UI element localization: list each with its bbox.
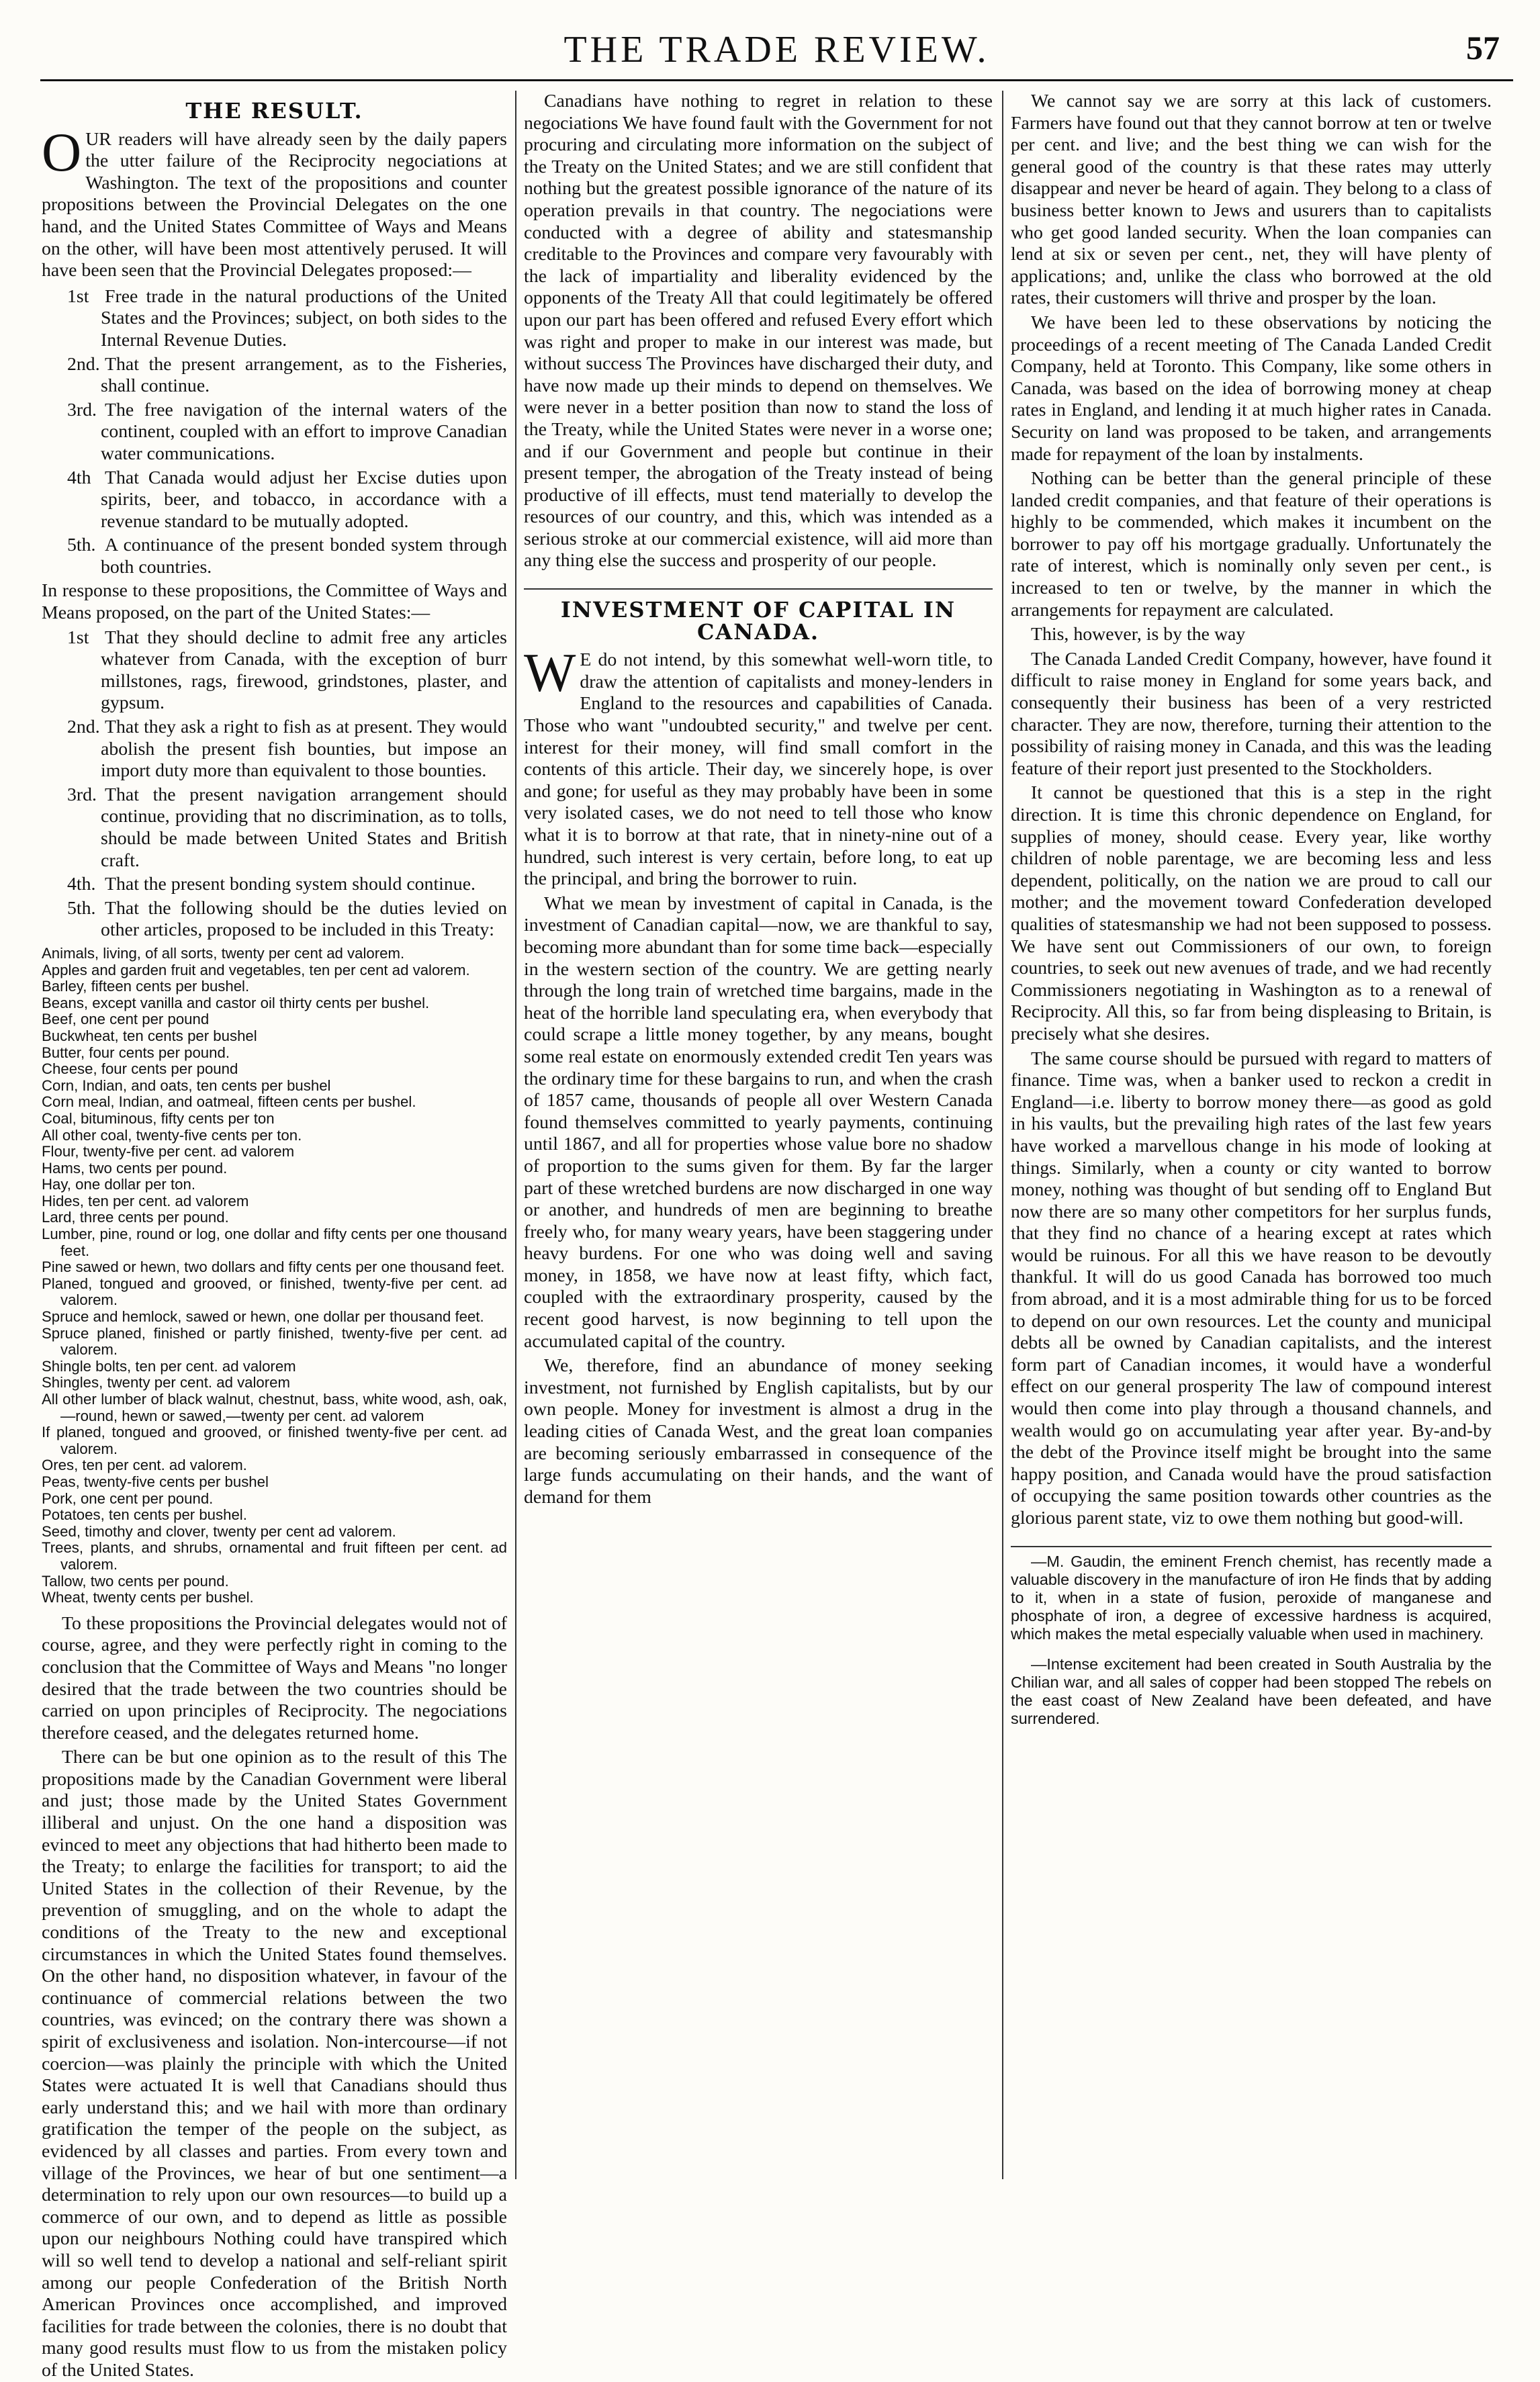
column-2	[524, 91, 993, 2179]
article-paragraph: To these propositions the Provincial delegates would not of course, agree, and they were perfectly right in coming to the conclusion that the Committee of Ways and Means "no longer desired that the trade between the two countries should be carried on upon principles of Reciprocity. The negociations therefore ceased, and the delegates returned home.	[42, 1612, 507, 1743]
duty-item: Hides, ten per cent. ad valorem	[42, 1192, 249, 1209]
article-paragraph: There can be but one opinion as to the result of this The propositions made by the Canadian Government were liberal and just; those made by the United States Government illiberal and unjust. On the one hand a disposition was evinced to meet any objections that had hitherto been made to the Treaty; to enlarge the facilities for transport; to aid the United States in the collection of their Revenue, by the prevention of smuggling, and on the whole to adapt the conditions of the Treaty to the new and exceptional circumstances in which the United States found themselves. On the other hand, no disposition whatever, in favour of the continuance of commercial relations between the two countries, was evinced; on the contrary there was shown a spirit of exclusiveness and isolation. Non-intercourse—if not coercion—was plainly the principle with which the United States were actuated It is well that Canadians should thus early understand this; and we hail with more than ordinary gratification the temper of the people on the subject, as evidenced by all classes and parties. From every town and village of the Provinces, we hear of but one sentiment—a determination to rely upon our own resources—to build up a commerce of our own, and to depend as little as possible upon our neighbours Nothing could have transpired which will so well tend to develop a national and self-reliant spirit among our people Confederation of the British North American Provinces once accomplished, and improved facilities for trade between the colonies, there is no doubt that many good results must flow to us from the mistaken policy of the United States.	[42, 1747, 507, 2381]
article-paragraph: We have been led to these observations by noticing the proceedings of a recent meeting of The Canada Landed Credit Company, held at Toronto. This Company, like some others in Canada, was based on the idea of borrowing money at cheap rates in England, and lending it at much higher rates in Canada. Security on land was proposed to be taken, and arrangements made for repayment of the loan by instalments.	[1011, 312, 1492, 465]
duty-item: Coal, bituminous, fifty cents per ton	[42, 1109, 275, 1127]
article-paragraph: Canadians have nothing to regret in relation to these negociations We have found fault with the Government for not procuring and circulating more information on the subject of the Treaty on the United States; and we are still confident that nothing but the greatest possible ignorance of the nature of its operation prevails in that country. The negociations were conducted with a degree of ability and statesmanship creditable to the Provinces and compare very favourably with the lack of impartiality and liberality evidenced by the opponents of the Treaty All that could legitimately be offered upon our part has been offered and refused Every effort which was right and proper to make in our interest was made, but without success The Provinces have discharged their duty, and have now made up their minds to depend on themselves. We were never in a better position than now to stand the loss of the Treaty, while the United States were never in a worse one; and if our Government and people but continue in their present temper, the abrogation of the Treaty instead of being productive of ill effects, must tend materially to develop the resources of our country, and this, which was intended as a serious stroke at our commercial existence, will aid more than any thing else the success and prosperity of our people.	[524, 91, 993, 571]
duty-item: Lumber, pine, round or log, one dollar and fifty cents per one thousand feet.	[42, 1226, 507, 1259]
running-title: THE TRADE REVIEW.	[563, 29, 990, 71]
article-paragraph: The same course should be pursued with regard to matters of finance. Time was, when a banker used to reckon a credit in England—i.e. liberty to borrow money there—as good as gold in his vaults, but the prevailing high rates of the last few years have worked a marvellous change in his mode of looking at things. Similarly, when a county or city wanted to borrow money, nothing was thought of but sending off to England But now there are so many other competitors for her surplus funds, that they find no chance of a hearing except at rates which would be ruinous. For all this we have reason to be devoutly thankful. It will do us good Canada has borrowed too much from abroad, and it is a most admirable thing for us to be forced to depend on our own resources. Let the county and municipal debts all be owned by Canadian capitalists, and the interest form part of Canadian incomes, it would have a wonderful effect on our general prosperity The law of compound interest would then come into play through a thousand channels, and wealth would go on accumulating year after year. By-and-by the debt of the Province itself might be brought into the same happy position, and Canada would have the proud satisfaction of occupying the same position towards other countries as the glorious parent state, viz to owe them nothing but good-will.	[1011, 1048, 1492, 1528]
proposal-item: 5th. A continuance of the present bonded system through both countries.	[67, 535, 507, 578]
news-note: —Intense excitement had been created in South Australia by the Chilian war, and all sales of copper had been stopped The rebels on the east coast of New Zealand have been defeated, and have surrendered.	[1011, 1655, 1492, 1727]
duty-item: Barley, fifteen cents per bushel.	[42, 978, 250, 995]
duty-item: Corn, Indian, and oats, ten cents per bushel	[42, 1077, 331, 1094]
duty-item: Spruce planed, finished or partly finished, twenty-five per cent. ad valorem.	[42, 1324, 507, 1359]
article-paragraph: We cannot say we are sorry at this lack of customers. Farmers have found out that they cannot borrow at ten or twelve per cent. and live; and the best thing we can wish for the general good of the country is that these rates may utterly disappear and never be heard of again. They belong to a class of business better known to Jews and usurers than to capitalists who get good landed security. When the loan companies can lend at six or seven per cent., net, they will have plenty of applications; and, unlike the class who borrowed at the old rates, their customers will thrive and prosper by the loan.	[1011, 91, 1492, 309]
column-rule	[515, 91, 516, 2179]
duty-item: Ores, ten per cent. ad valorem.	[42, 1457, 247, 1474]
proposal-item: 4th That Canada would adjust her Excise duties upon spirits, beer, and tobacco, in accordance with a revenue standard to be mutually adopted.	[67, 467, 507, 532]
duty-item: Tallow, two cents per pound.	[42, 1572, 229, 1590]
duty-item: Wheat, twenty cents per bushel.	[42, 1589, 254, 1606]
committee-counter-proposals	[42, 627, 507, 942]
duty-item: Hay, one dollar per ton.	[42, 1176, 195, 1193]
counter-proposal-item: 3rd. That the present navigation arrangement should continue, providing that no discrimination, as to tolls, should be made between United States and British craft.	[67, 784, 507, 871]
counter-proposal-item: 4th. That the present bonding system should continue.	[67, 874, 475, 895]
duty-item: All other coal, twenty-five cents per ton.	[42, 1126, 302, 1144]
article-paragraph: WE do not intend, by this somewhat well-worn title, to draw the attention of capitalists and money-lenders in England to the resources and capabilities of Canada. Those who want "undoubted security," and twelve per cent. interest for their money, will find small comfort in the contents of this article. Their day, we sincerely hope, is over and gone; for useful as they may probably have been in some very isolated cases, we do not need to tell those who know what it is to borrow at that rate, that in ninety-nine out of a hundred, such interest is very certain, before long, to eat up the principal, and bring the borrower to ruin.	[524, 642, 993, 890]
duty-item: Seed, timothy and clover, twenty per cent ad valorem.	[42, 1522, 396, 1540]
article-paragraph: It cannot be questioned that this is a step in the right direction. It is time this chronic dependence on England, for supplies of money, should cease. Every year, like worthy children of noble parentage, we are becoming less and less dependent, politically, on the nation we are proud to call our mother; and the movement toward Confederation developed qualities of statesmanship we had not been supposed to possess. We have sent out Commissioners of our own, to foreign countries, to seek out new avenues of trade, and we had recently Commissioners negotiating in Washington as to a renewal of Reciprocity. All this, so far from being displeasing to Britain, is precisely what she desires.	[1011, 782, 1492, 1044]
response-intro: In response to these propositions, the Committee of Ways and Means proposed, on the part of the United States:—	[42, 580, 507, 624]
article-headline-investment: INVESTMENT OF CAPITAL IN CANADA.	[560, 597, 956, 645]
page-number: 57	[1466, 29, 1500, 66]
duty-item: Flour, twenty-five per cent. ad valorem	[42, 1143, 295, 1160]
article-headline-the-result: THE RESULT.	[185, 98, 363, 124]
duty-item: Pork, one cent per pound.	[42, 1490, 214, 1507]
duty-item: Lard, three cents per pound.	[42, 1209, 229, 1226]
duty-item: Beans, except vanilla and castor oil thirty cents per bushel.	[42, 994, 430, 1011]
counter-proposal-item: 2nd. That they ask a right to fish as at present. They would abolish the present fish bounties, but impose an import duty more than equivalent to those bounties.	[67, 717, 507, 782]
duty-item: Shingles, twenty per cent. ad valorem	[42, 1374, 290, 1391]
duty-item: Corn meal, Indian, and oatmeal, fifteen cents per bushel.	[42, 1093, 416, 1111]
duty-item: Shingle bolts, ten per cent. ad valorem	[42, 1357, 296, 1375]
duty-item: Cheese, four cents per pound	[42, 1060, 238, 1078]
duty-item: Trees, plants, and shrubs, ornamental and fruit fifteen per cent. ad valorem.	[42, 1539, 507, 1573]
article-paragraph: We, therefore, find an abundance of money seeking investment, not furnished by English capitalists, but by our own people. Money for investment is almost a drug in the leading cities of Canada West, and the great loan companies are becoming seriously embarrassed in consequence of the large funds accumulating on their hands, and the want of demand for them	[524, 1355, 993, 1508]
article-paragraph: The Canada Landed Credit Company, however, have found it difficult to raise money in England for some years back, and consequently their business has been of a very restricted character. They are now, therefore, turning their attention to the possibility of raising money in Canada, and this was the leading feature of their report just presented to the Stockholders.	[1011, 648, 1492, 779]
duty-item: If planed, tongued and grooved, or finished twenty-five per cent. ad valorem.	[42, 1424, 507, 1457]
counter-proposal-item: 5th. That the following should be the duties levied on other articles, proposed to be included in this Treaty:	[67, 897, 507, 941]
proposal-item: 1st Free trade in the natural productions of the United States and the Provinces; subject, on both sides to the Internal Revenue Duties.	[67, 285, 507, 351]
article-paragraph: What we mean by investment of capital in Canada, is the investment of Canadian capital—now, we are thankful to say, becoming more abundant than for some time back—especially in the western section of the country. We are getting nearly through the long train of wretched time bargains, made in the heat of the horrible land speculating era, when everybody that could scrape a little money together, by any means, bought some real estate on enormously extended credit Ten years was the ordinary time for these bargains to run, and when the crash of 1857 came, thousands of people all over Western Canada found themselves committed to yearly payments, continuing until 1867, and all for properties whose value bore no shadow of proportion to the sums given for them. By far the larger part of these wretched burdens are now discharged in one way or another, and hundreds of men are beginning to breathe freely who, for many weary years, have been staggering under heavy burdens. For one who was doing well and saving money, in 1858, we have now at least fifty, which fact, coupled with the extraordinary prosperity, caused by the recent good harvest, is now beginning to tell upon the accumulated capital of the country.	[524, 892, 993, 1352]
page-header	[40, 19, 1513, 81]
article-paragraph: Nothing can be better than the general principle of these landed credit companies, and that feature of their operations is highly to be commended, which makes it incumbent on the borrower to pay off his mortgage gradually. Unfortunately the rate of interest, which is nominally only seven per cent., is increased to ten or twelve, by the manner in which the arrangements for repayment are calculated.	[1011, 468, 1492, 621]
duty-item: Butter, four cents per pound.	[42, 1044, 230, 1061]
delegate-proposals	[42, 286, 507, 579]
duty-item: Animals, living, of all sorts, twenty per cent ad valorem.	[42, 944, 405, 962]
duty-item: Apples and garden fruit and vegetables, ten per cent ad valorem.	[42, 961, 470, 978]
duty-item: Buckwheat, ten cents per bushel	[42, 1027, 257, 1044]
duty-item: All other lumber of black walnut, chestnut, bass, white wood, ash, oak,—round, hewn or sawed,—twenty per cent. ad valorem	[42, 1391, 507, 1424]
column-rule	[1002, 91, 1003, 2179]
duty-item: Peas, twenty-five cents per bushel	[42, 1473, 269, 1490]
counter-proposal-item: 1st That they should decline to admit free any articles whatever from Canada, with the exception of burr millstones, rags, firewood, grindstones, plaster, and gypsum.	[67, 627, 507, 714]
notes-divider	[1011, 1546, 1492, 1547]
duties-list	[42, 946, 507, 1606]
column-3	[1011, 91, 1492, 2179]
duty-item: Pine sawed or hewn, two dollars and fifty cents per one thousand feet.	[42, 1258, 505, 1276]
duty-item: Potatoes, ten cents per bushel.	[42, 1506, 247, 1524]
duty-item: Planed, tongued and grooved, or finished, twenty-five per cent. ad valorem.	[42, 1275, 507, 1309]
duty-item: Beef, one cent per pound	[42, 1011, 210, 1028]
proposal-item: 2nd. That the present arrangement, as to the Fisheries, shall continue.	[67, 353, 507, 397]
article-paragraph: This, however, is by the way	[1031, 624, 1246, 645]
article-intro: OUR readers will have already seen by the daily papers the utter failure of the Reciprocity negociations at Washington. The text of the propositions and counter propositions between the Provincial Delegates on the one hand, and the United States Committee of Ways and Means on the other, will have been most attentively perused. It will have been seen that the Provincial Delegates proposed:—	[42, 121, 507, 281]
proposal-item: 3rd. The free navigation of the internal waters of the continent, coupled with an effort to improve Canadian water communications.	[67, 399, 507, 464]
article-divider	[524, 588, 993, 590]
news-note: —M. Gaudin, the eminent French chemist, has recently made a valuable discovery in the manufacture of iron He finds that by adding to it, when in a state of fusion, peroxide of manganese and phosphate of iron, a degree of excessive hardness is acquired, which makes the metal especially valuable when used in machinery.	[1011, 1552, 1492, 1643]
duty-item: Hams, two cents per pound.	[42, 1159, 228, 1177]
duty-item: Spruce and hemlock, sawed or hewn, one dollar per thousand feet.	[42, 1308, 484, 1326]
column-1	[42, 91, 507, 2381]
